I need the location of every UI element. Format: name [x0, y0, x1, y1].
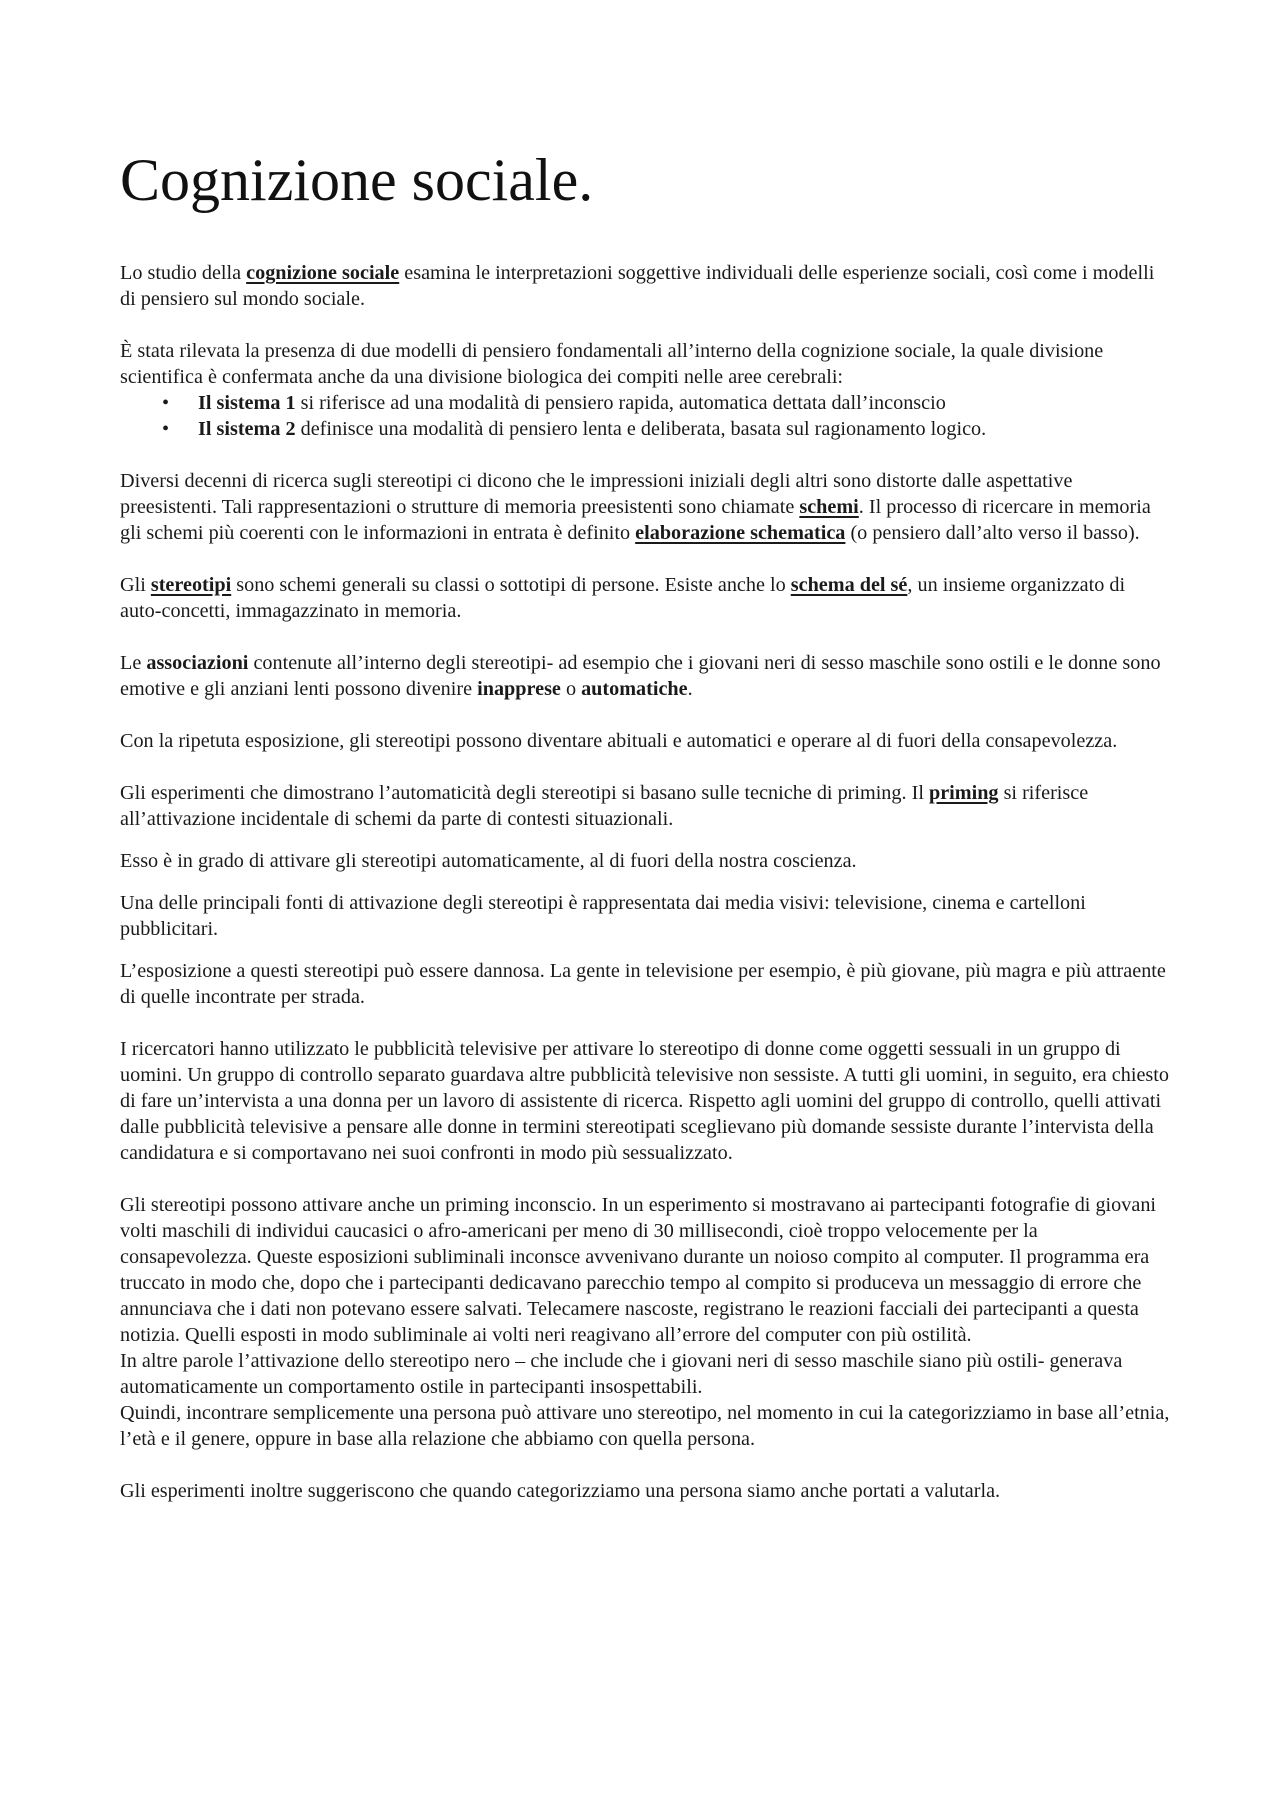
term-schemi: schemi	[799, 496, 859, 518]
page-title: Cognizione sociale.	[120, 147, 594, 213]
paragraph-associations: Le associazioni contenute all’interno degli stereotipi- ad esempio che i giovani neri di sesso maschile sono ostili e le donne sono emotive e gli anziani lenti possono divenire inapprese o automatiche.	[120, 652, 1161, 700]
term-stereotipi: stereotipi	[150, 574, 232, 596]
paragraph-priming: Gli esperimenti che dimostrano l’automaticità degli stereotipi si basano sulle tecniche di priming. Il priming si riferisce all’attivazione incidentale di schemi da parte di contesti situazionali.	[120, 782, 1089, 830]
paragraph-evaluation: Gli esperimenti inoltre suggeriscono che quando categorizziamo una persona siamo anche portati a valutarla.	[120, 1480, 1001, 1502]
paragraph-intro: Lo studio della cognizione sociale esamina le interpretazioni soggettive individuali delle esperienze sociali, così come i modelli di pensiero sul mondo sociale.	[120, 262, 1155, 310]
paragraph-tv-experiment: I ricercatori hanno utilizzato le pubblicità televisive per attivare lo stereotipo di donne come oggetti sessuali in un gruppo di uomini. Un gruppo di controllo separato guardava altre pubblicità televisive non sessiste. A tutti gli uomini, in seguito, era chiesto di fare un’intervista a una donna per un lavoro di assistente di ricerca. Rispetto agli uomini del gruppo di controllo, quelli attivati dalle pubblicità televisive a pensare alle donne in termini stereotipati sceglievano più domande sessiste durante l’intervista della candidatura e si comportavano nei suoi confronti in modo più sessualizzato.	[120, 1038, 1169, 1164]
paragraph-exposure: Con la ripetuta esposizione, gli stereotipi possono diventare abituali e automatici e operare al di fuori della consapevolezza.	[120, 730, 1118, 752]
term-priming: priming	[928, 782, 999, 804]
term-cognizione-sociale: cognizione sociale	[246, 262, 400, 284]
paragraph-schemas: Diversi decenni di ricerca sugli stereotipi ci dicono che le impressioni iniziali degli altri sono distorte dalle aspettative preesistenti. Tali rappresentazioni o strutture di memoria preesistenti sono chiamate schemi. Il processo di ricercare in memoria gli schemi più coerenti con le informazioni in entrata è definito elaborazione schematica (o pensiero dall’alto verso il basso).	[120, 470, 1151, 544]
document-page	[120, 147, 1170, 1530]
term-schema-del-se: schema del sé	[790, 574, 908, 596]
systems-list	[120, 390, 1170, 442]
paragraph-harmful: L’esposizione a questi stereotipi può essere dannosa. La gente in televisione per esempio, è più giovane, più magra e più attraente di quelle incontrate per strada.	[120, 960, 1166, 1008]
list-item: • Il sistema 2 definisce una modalità di pensiero lenta e deliberata, basata sul ragionamento logico.	[162, 418, 987, 440]
bullet-marker: •	[162, 392, 170, 414]
bullet-marker: •	[162, 418, 170, 440]
paragraph-in-other-words: In altre parole l’attivazione dello stereotipo nero – che include che i giovani neri di sesso maschile siano più ostili- generava automaticamente un comportamento ostile in partecipanti insospettabili.	[120, 1350, 1123, 1398]
paragraph-stereotypes: Gli stereotipi sono schemi generali su classi o sottotipi di persone. Esiste anche lo schema del sé, un insieme organizzato di auto-concetti, immagazzinato in memoria.	[120, 574, 1126, 622]
term-automatiche: automatiche	[581, 678, 688, 700]
list-item: • Il sistema 1 si riferisce ad una modalità di pensiero rapida, automatica dettata dall’inconscio	[162, 392, 946, 414]
term-elaborazione-schematica: elaborazione schematica	[635, 522, 846, 544]
paragraph-subliminal: Gli stereotipi possono attivare anche un priming inconscio. In un esperimento si mostravano ai partecipanti fotografie di giovani volti maschili di individui caucasici o afro-americani per meno di 30 millisecondi, cioè troppo velocemente per la consapevolezza. Queste esposizioni subliminali inconsce avvenivano durante un noioso compito al computer. Il programma era truccato in modo che, dopo che i partecipanti dedicavano parecchio tempo al compito si produceva un messaggio di errore che annunciava che i dati non potevano essere salvati. Telecamere nascoste, registrano le reazioni facciali dei partecipanti a questa notizia. Quelli esposti in modo subliminale ai volti neri reagivano all’errore del computer con più ostilità.	[120, 1194, 1157, 1346]
paragraph-activation: Esso è in grado di attivare gli stereotipi automaticamente, al di fuori della nostra coscienza.	[120, 850, 857, 872]
paragraph-conclusion: Quindi, incontrare semplicemente una persona può attivare uno stereotipo, nel momento in cui la categorizziamo in base all’etnia, l’età e il genere, oppure in base alla relazione che abbiamo con quella persona.	[120, 1402, 1170, 1450]
term-associazioni: associazioni	[146, 652, 249, 674]
paragraph-two-models: È stata rilevata la presenza di due modelli di pensiero fondamentali all’interno della cognizione sociale, la quale divisione scientifica è confermata anche da una divisione biologica dei compiti nelle aree cerebrali:	[120, 340, 1104, 388]
paragraph-media: Una delle principali fonti di attivazione degli stereotipi è rappresentata dai media visivi: televisione, cinema e cartelloni pubblicitari.	[120, 892, 1086, 940]
term-inapprese: inapprese	[477, 678, 561, 700]
